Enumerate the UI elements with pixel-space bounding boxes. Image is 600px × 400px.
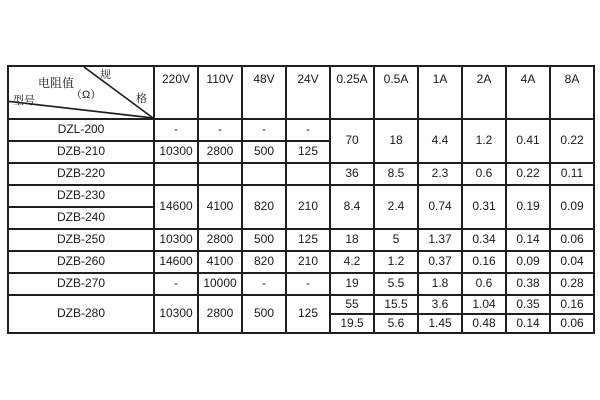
current-cell: 0.34 [462, 229, 506, 251]
voltage-cell: 820 [242, 185, 286, 229]
voltage-cell: 500 [242, 229, 286, 251]
voltage-cell: 14600 [154, 251, 198, 273]
voltage-cell: 125 [286, 141, 330, 163]
current-cell: 15.5 [374, 295, 418, 314]
voltage-cell: 10000 [198, 273, 242, 295]
model-label: 型号 [13, 95, 35, 107]
current-cell: 1.04 [462, 295, 506, 314]
col-header-8a: 8A [550, 66, 594, 119]
current-cell: 0.19 [506, 185, 550, 229]
header-row [8, 66, 594, 119]
current-cell: 70 [330, 119, 374, 163]
voltage-cell: 125 [286, 295, 330, 333]
voltage-cell-empty [154, 163, 198, 185]
row-dzb-230 [8, 185, 594, 207]
current-cell: 0.22 [550, 119, 594, 163]
voltage-cell: 10300 [154, 141, 198, 163]
voltage-cell: 2800 [198, 295, 242, 333]
current-cell: 19.5 [330, 314, 374, 333]
current-cell: 0.22 [506, 163, 550, 185]
row-dzb-270 [8, 273, 594, 295]
voltage-cell: 10300 [154, 295, 198, 333]
model-cell: DZB-210 [8, 141, 154, 163]
voltage-cell: 500 [242, 141, 286, 163]
voltage-cell: 210 [286, 185, 330, 229]
current-cell: 0.09 [550, 185, 594, 229]
row-dzb-260 [8, 251, 594, 273]
spec-label-top: 规 [100, 69, 111, 81]
voltage-cell: 4100 [198, 251, 242, 273]
current-cell: 1.37 [418, 229, 462, 251]
current-cell: 0.31 [462, 185, 506, 229]
current-cell: 8.4 [330, 185, 374, 229]
current-cell: 18 [374, 119, 418, 163]
current-cell: 3.6 [418, 295, 462, 314]
voltage-cell: - [154, 273, 198, 295]
voltage-cell: 820 [242, 251, 286, 273]
col-header-1a: 1A [418, 66, 462, 119]
current-cell: 1.8 [418, 273, 462, 295]
row-dzb-250 [8, 229, 594, 251]
current-cell: 0.14 [506, 229, 550, 251]
current-cell: 4.4 [418, 119, 462, 163]
header-corner-cell [8, 66, 154, 119]
current-cell: 0.41 [506, 119, 550, 163]
current-cell: 5 [374, 229, 418, 251]
current-cell: 0.14 [506, 314, 550, 333]
col-header-48v: 48V [242, 66, 286, 119]
voltage-cell: 4100 [198, 185, 242, 229]
current-cell: 0.38 [506, 273, 550, 295]
row-dzl-200 [8, 119, 594, 141]
current-cell: 1.45 [418, 314, 462, 333]
row-dzb-220 [8, 163, 594, 185]
voltage-cell: - [154, 119, 198, 141]
col-header-220v: 220V [154, 66, 198, 119]
voltage-cell: - [286, 119, 330, 141]
model-cell: DZB-230 [8, 185, 154, 207]
current-cell: 5.6 [374, 314, 418, 333]
col-header-05a: 0.5A [374, 66, 418, 119]
current-cell: 18 [330, 229, 374, 251]
voltage-cell-empty [198, 163, 242, 185]
voltage-cell: 125 [286, 229, 330, 251]
spec-table [7, 65, 595, 334]
current-cell: 5.5 [374, 273, 418, 295]
model-cell: DZB-220 [8, 163, 154, 185]
voltage-cell: - [242, 119, 286, 141]
model-cell: DZB-260 [8, 251, 154, 273]
current-cell: 55 [330, 295, 374, 314]
voltage-cell: 2800 [198, 141, 242, 163]
current-cell: 0.16 [462, 251, 506, 273]
current-cell: 0.6 [462, 163, 506, 185]
spec-label-bottom: 格 [136, 93, 147, 105]
voltage-cell: - [198, 119, 242, 141]
current-cell: 0.11 [550, 163, 594, 185]
current-cell: 36 [330, 163, 374, 185]
resistance-unit-label: （Ω） [71, 89, 102, 101]
voltage-cell: 210 [286, 251, 330, 273]
voltage-cell: 14600 [154, 185, 198, 229]
current-cell: 0.06 [550, 229, 594, 251]
voltage-cell: 500 [242, 295, 286, 333]
row-dzb-280 [8, 295, 594, 314]
col-header-025a: 0.25A [330, 66, 374, 119]
voltage-cell: 2800 [198, 229, 242, 251]
current-cell: 0.6 [462, 273, 506, 295]
current-cell: 0.48 [462, 314, 506, 333]
col-header-24v: 24V [286, 66, 330, 119]
current-cell: 4.2 [330, 251, 374, 273]
voltage-cell: 10300 [154, 229, 198, 251]
current-cell: 2.4 [374, 185, 418, 229]
current-cell: 19 [330, 273, 374, 295]
current-cell: 2.3 [418, 163, 462, 185]
current-cell: 0.35 [506, 295, 550, 314]
current-cell: 0.37 [418, 251, 462, 273]
current-cell: 0.04 [550, 251, 594, 273]
voltage-cell: - [286, 273, 330, 295]
current-cell: 0.28 [550, 273, 594, 295]
model-cell: DZB-270 [8, 273, 154, 295]
model-cell: DZB-250 [8, 229, 154, 251]
current-cell: 0.74 [418, 185, 462, 229]
current-cell: 8.5 [374, 163, 418, 185]
model-cell: DZL-200 [8, 119, 154, 141]
current-cell: 0.09 [506, 251, 550, 273]
current-cell: 0.06 [550, 314, 594, 333]
current-cell: 1.2 [462, 119, 506, 163]
voltage-cell: - [242, 273, 286, 295]
col-header-110v: 110V [198, 66, 242, 119]
col-header-2a: 2A [462, 66, 506, 119]
model-cell: DZB-280 [8, 295, 154, 333]
col-header-4a: 4A [506, 66, 550, 119]
current-cell: 1.2 [374, 251, 418, 273]
model-cell: DZB-240 [8, 207, 154, 229]
resistance-label: 电阻值 [38, 76, 75, 90]
voltage-cell-empty [242, 163, 286, 185]
current-cell: 0.16 [550, 295, 594, 314]
voltage-cell-empty [286, 163, 330, 185]
